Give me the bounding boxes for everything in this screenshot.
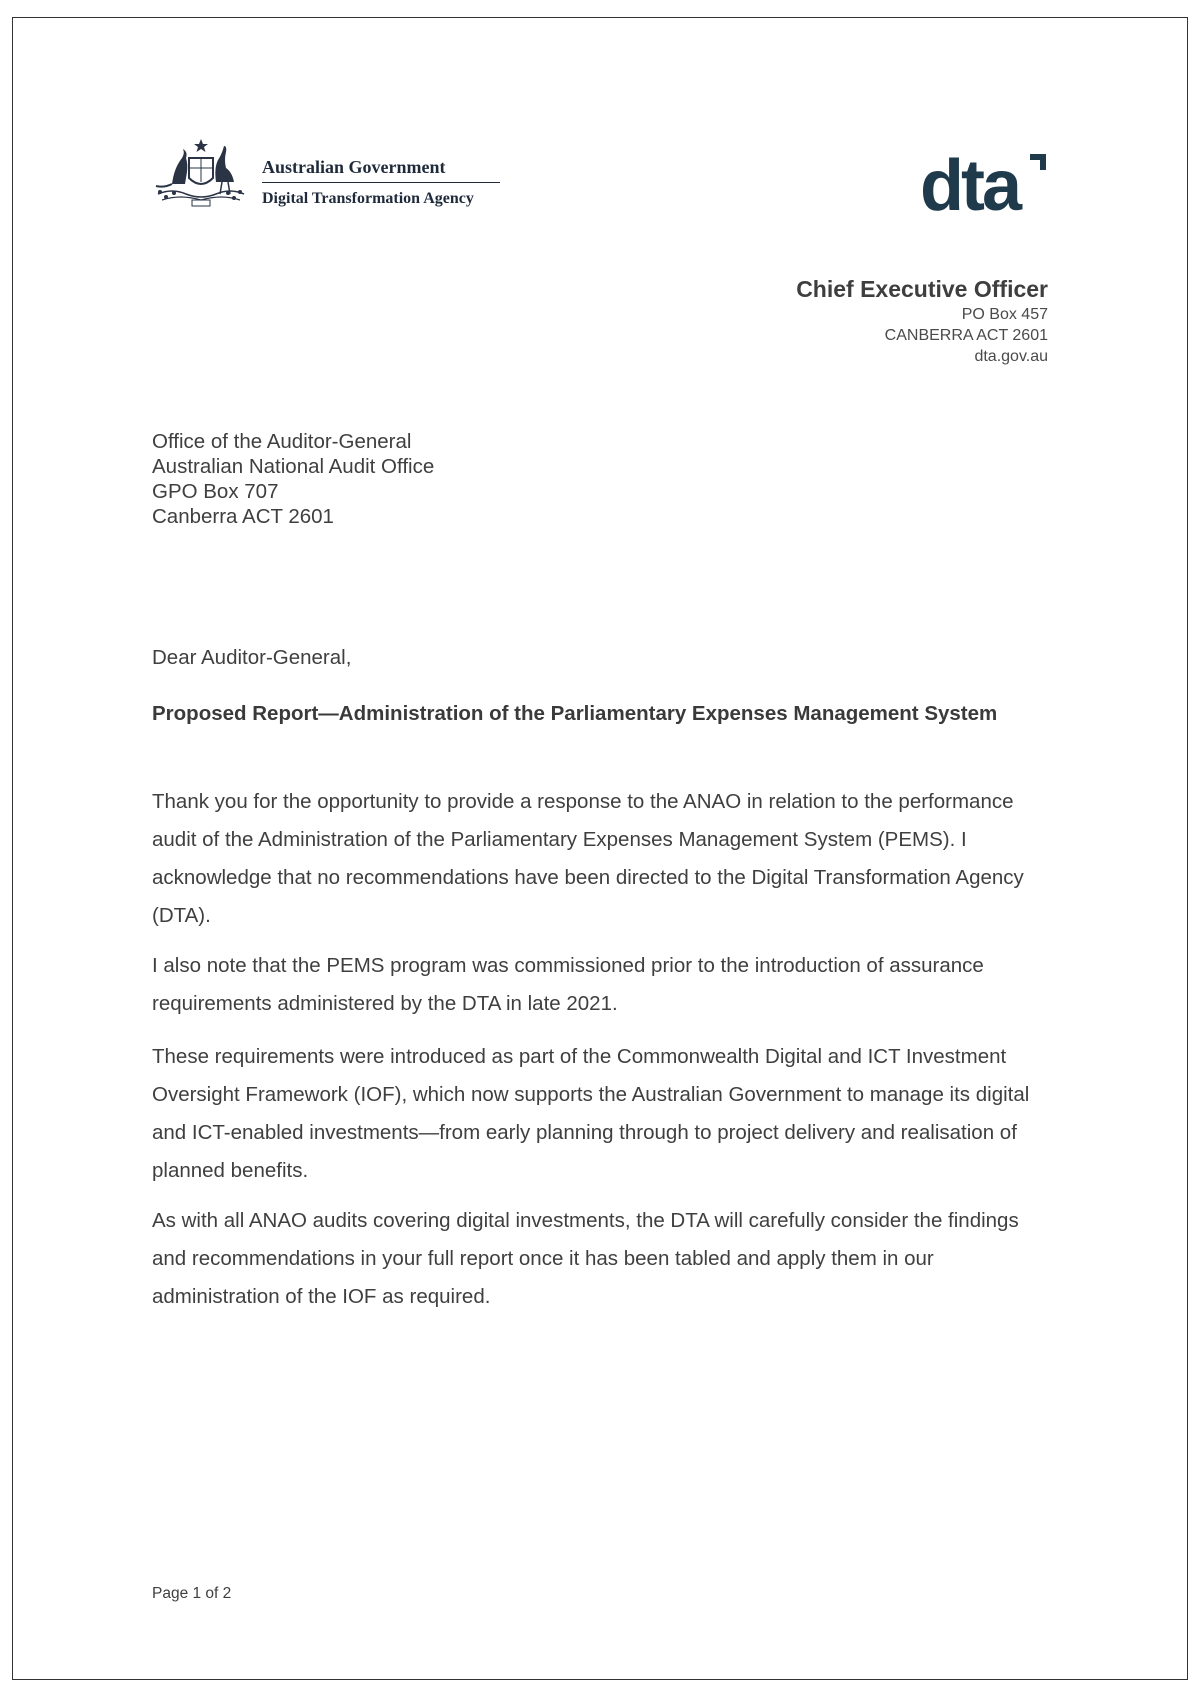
body-paragraph: I also note that the PEMS program was commissioned prior to the introduction of assurance requirements administered by the DTA in late 2021. [152, 954, 984, 1015]
recipient-line: GPO Box 707 [152, 480, 279, 503]
dta-logo-text: dta [920, 150, 1019, 216]
body-paragraph: These requirements were introduced as part of the Commonwealth Digital and ICT Investment Oversight Framework (IOF), which now supports the Australian Government to manage its digital and ICT-enabled investments—from early planning through to project delivery and realisation of planned benefits. [152, 1045, 1030, 1182]
body-paragraph: Thank you for the opportunity to provide a response to the ANAO in relation to the performance audit of the Administration of the Parliamentary Expenses Management System (PEMS). I acknowledge that no recommendations have been directed to the Digital Transformation Agency (DTA). [152, 790, 1024, 927]
government-names [262, 156, 500, 209]
sender-po-box: PO Box 457 [961, 306, 1048, 323]
dta-logo [920, 150, 1050, 216]
subject-line: Proposed Report—Administration of the Parliamentary Expenses Management System [152, 702, 998, 725]
body-paragraph: As with all ANAO audits covering digital investments, the DTA will carefully consider the findings and recommendations in your full report once it has been tabled and apply them in our administration of the IOF as required. [152, 1209, 1019, 1308]
salutation: Dear Auditor-General, [152, 646, 352, 669]
australian-coat-of-arms-icon [152, 138, 250, 210]
sender-role: Chief Executive Officer [796, 276, 1048, 302]
government-letterhead [152, 138, 502, 210]
sender-website[interactable]: dta.gov.au [974, 348, 1048, 365]
agency-name: Digital Transformation Agency [262, 190, 474, 207]
recipient-line: Canberra ACT 2601 [152, 505, 334, 528]
page-number: Page 1 of 2 [152, 1585, 232, 1602]
government-name: Australian Government [262, 157, 446, 177]
recipient-line: Office of the Auditor-General [152, 430, 412, 453]
recipient-line: Australian National Audit Office [152, 455, 435, 478]
sender-city: CANBERRA ACT 2601 [884, 327, 1048, 344]
letterhead-divider [262, 182, 500, 183]
recipient-address [152, 429, 752, 529]
sender-block [796, 274, 1048, 367]
